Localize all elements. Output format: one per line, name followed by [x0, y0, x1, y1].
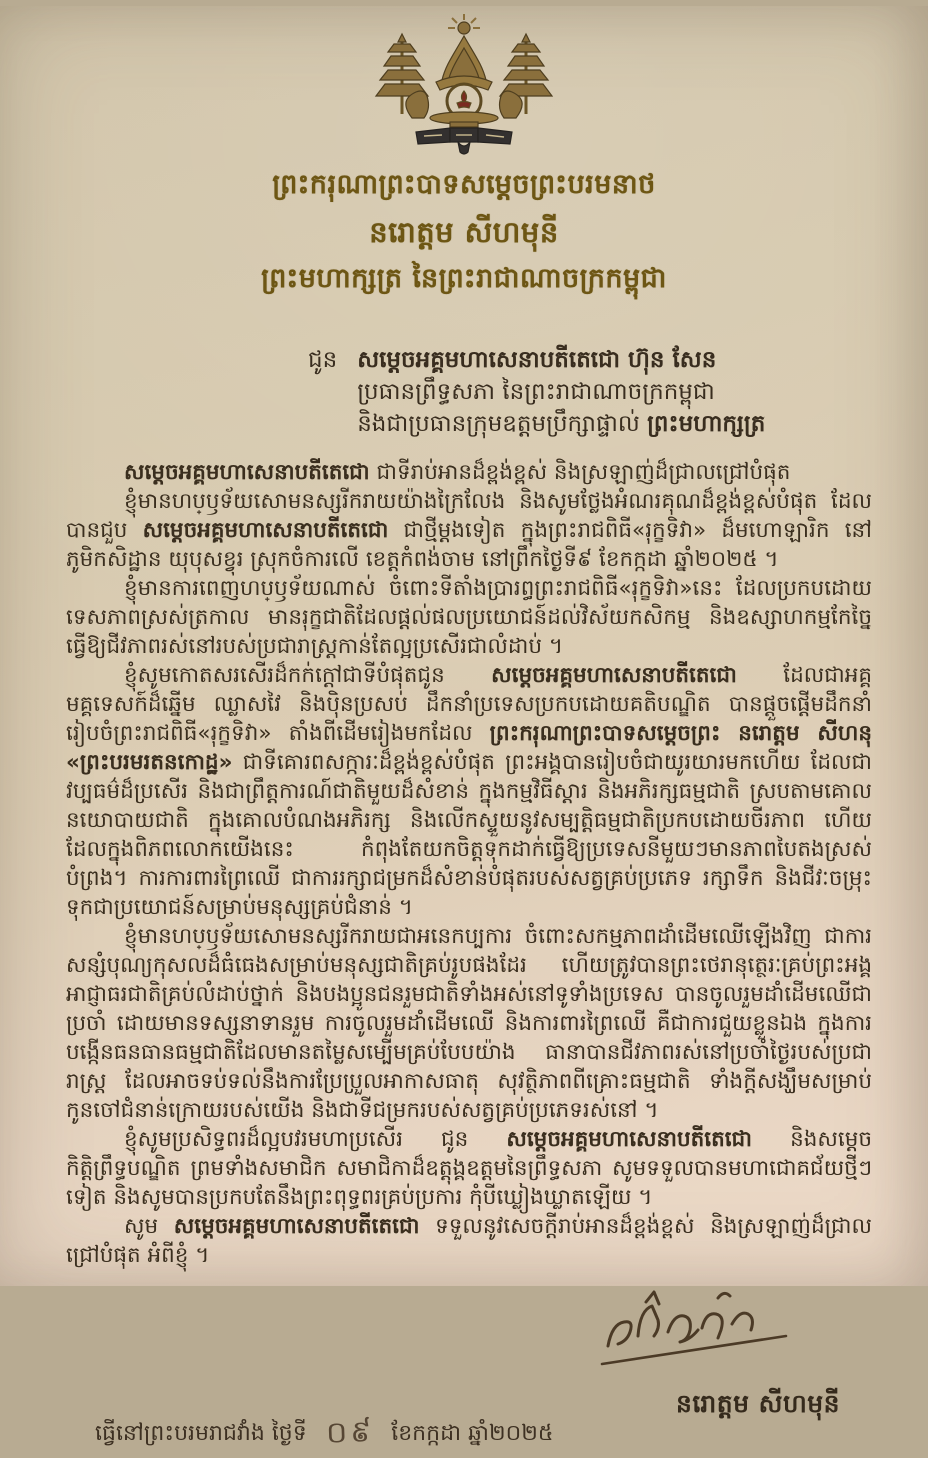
paragraph-3: ខ្ញុំមានការពេញហប្ឫទ័យណាស់ ចំពោះទីតាំងប្រារព្ធព្រះរាជពិធី«រុក្ខទិវា»នេះ ដែលប្រកបដោយទេសភាពស្រស់ត្រកាល មានរុក្ខជាតិដែលផ្តល់ផលប្រយោជន៍ដល់វិស័យកសិកម្ម និងឧស្សាហកម្មកែច្នៃ ធ្វើឱ្យជីវភាពរស់នៅរបស់ប្រជារាស្ត្រកាន់តែល្អប្រសើរជាលំដាប់ ។ — [66, 576, 872, 659]
dateline-day-handwritten: ០៩ — [325, 1414, 375, 1451]
recipient-line-2: ប្រធានព្រឹទ្ធសភា នៃព្រះរាជាណាចក្រកម្ពុជា — [357, 379, 715, 405]
header-line-1: ព្រះករុណាព្រះបាទសម្តេចព្រះបរមនាថ — [272, 169, 656, 200]
ribbon-banner-icon — [416, 128, 512, 154]
recipient-line-1: សម្តេចអគ្គមហាសេនាបតីតេជោ ហ៊ុន សែន — [357, 347, 717, 373]
pedestal-icon — [430, 112, 498, 127]
letter-body — [66, 458, 872, 1270]
paragraph-2: ខ្ញុំមានហប្ឫទ័យសោមនស្សរីករាយយ៉ាងក្រៃលែង និងសូមថ្លែងអំណរគុណដ៏ខ្ពង់ខ្ពស់បំផុត ដែលបានជួប សម្តេចអគ្គមហាសេនាបតីតេជោ ជាថ្មីម្តងទៀត ក្នុងព្រះរាជពិធី«រុក្ខទិវា» ដ៏មហោឡារិក នៅភូមិកសិដ្ឋាន យុបុសខ្វុរ ស្រុកចំការលើ ខេត្តកំពង់ចាម នៅព្រឹកថ្ងៃទី៩ ខែកក្កដា ឆ្នាំ២០២៥ ។ — [66, 489, 873, 572]
cambodia-royal-arms-emblem — [358, 6, 570, 156]
paragraph-1: សម្តេចអគ្គមហាសេនាបតីតេជោ ជាទីរាប់អានដ៏ខ្ពង់ខ្ពស់ និងស្រឡាញ់ដ៏ជ្រាលជ្រៅបំផុត — [124, 460, 791, 485]
dateline — [95, 1411, 553, 1455]
sun-rays-icon — [448, 14, 480, 34]
paragraph-5: ខ្ញុំមានហប្ឫទ័យសោមនស្សរីករាយជាអនេកប្បការ ចំពោះសកម្មភាពដាំដើមឈើឡើងវិញ ជាការសន្សំបុណ្យកុសលដ៏ធំធេងសម្រាប់មនុស្សជាតិគ្រប់រូបផងដែរ ហើយត្រូវបានព្រះថេរានុត្ថេរៈគ្រប់ព្រះអង្គ អាជ្ញាធរជាតិគ្រប់លំដាប់ថ្នាក់ និងបងប្អូនជនរួមជាតិទាំងអស់នៅទូទាំងប្រទេស បានចូលរួមដាំដើមឈើជាប្រចាំ ដោយមានទស្សនាទានរួម ការចូលរួមដាំដើមឈើ និងការពារព្រៃឈើ គឺជាការជួយខ្លួនឯង ក្នុងការបង្កើនធនធានធម្មជាតិដែលមានតម្លៃសម្បើមគ្រប់បែបយ៉ាង ធានាបានជីវភាពរស់នៅប្រចាំថ្ងៃរបស់ប្រជារាស្ត្រ ដែលអាចទប់ទល់នឹងការប្រែប្រួលអាកាសធាតុ សុវត្ថិភាពពីគ្រោះធម្មជាតិ ទាំងក្តីសង្ឃឹមសម្រាប់កូនចៅជំនាន់ក្រោយរបស់យើង និងជាទីជម្រករបស់សត្វគ្រប់ប្រភេទរស់នៅ ។ — [66, 924, 872, 1123]
recipient-to-label: ជូន — [308, 347, 338, 373]
paragraph-7: សូម សម្តេចអគ្គមហាសេនាបតីតេជោ ទទួលនូវសេចក្តីរាប់អានដ៏ខ្ពង់ខ្ពស់ និងស្រឡាញ់ដ៏ជ្រាលជ្រៅបំផុត អំពីខ្ញុំ ។ — [66, 1214, 872, 1268]
paragraph-4: ខ្ញុំសូមកោតសរសើរដ៏កក់ក្តៅជាទីបំផុតជូន សម្តេចអគ្គមហាសេនាបតីតេជោ ដែលជាអគ្គមគ្គទេសក៍ដ៏ឆ្នើម ឈ្លាសវៃ និងប៉ិនប្រសប់ ដឹកនាំប្រទេសប្រកបដោយគតិបណ្ឌិត បានផ្តួចផ្តើមដឹកនាំរៀបចំព្រះរាជពិធី«រុក្ខទិវា» តាំងពីដើមរៀងមកដែល ព្រះករុណាព្រះបាទសម្តេចព្រះ នរោត្តម សីហនុ «ព្រះបរមរតនកោដ្ឋ» ជាទីគោរពសក្ការៈដ៏ខ្ពង់ខ្ពស់បំផុត ព្រះអង្គបានរៀបចំជាយូរយារមកហើយ ដែលជាវប្បធម៌ដ៏ប្រសើរ និងជាព្រឹត្តការណ៍ជាតិមួយដ៏សំខាន់ ក្នុងកម្មវិធីស្តារ និងអភិរក្សធម្មជាតិ ស្របតាមគោលនយោបាយជាតិ ក្នុងគោលបំណងអភិរក្ស និងលើកស្ទួយនូវសម្បត្តិធម្មជាតិប្រកបដោយចីរភាព ហើយដែលក្នុងពិភពលោកយើងនេះ កំពុងតែយកចិត្តទុកដាក់ធ្វើឱ្យប្រទេសនីមួយៗមានភាពបៃតងស្រស់បំព្រង។ ការការពារព្រៃឈើ ជាការរក្សាជម្រកដ៏សំខាន់បំផុតរបស់សត្វគ្រប់ប្រភេទ រក្សាទឹក និងជីវៈចម្រុះ ទុកជាប្រយោជន៍សម្រាប់មនុស្សគ្រប់ជំនាន់ ។ — [66, 663, 872, 920]
paragraph-6: ខ្ញុំសូមប្រសិទ្ធពរដ៏ល្អបវរមហាប្រសើរ ជូន សម្តេចអគ្គមហាសេនាបតីតេជោ និងសម្តេចកិត្តិព្រឹទ្ធបណ្ឌិត ព្រមទាំងសមាជិក សមាជិកាដ៏ឧត្តុង្គឧត្តមនៃព្រឹទ្ធសភា សូមទទួលបានមហាជោគជ័យថ្មីៗទៀត និងសូមបានប្រកបតែនឹងព្រះពុទ្ធពរគ្រប់ប្រការ កុំបីឃ្លៀងឃ្លាតឡើយ ។ — [66, 1127, 872, 1210]
recipient-line-3: និងជាប្រធានក្រុមឧត្តមប្រឹក្សាផ្ទាល់ ព្រះមហាក្សត្រ — [357, 411, 766, 437]
signer-name: នរោត្តម សីហមុនី — [676, 1389, 840, 1418]
royal-signature — [590, 1284, 820, 1379]
royal-crown-icon — [436, 36, 492, 90]
dateline-prefix: ធ្វើនៅព្រះបរមរាជវាំង ថ្ងៃទី — [95, 1421, 307, 1446]
letter-page — [0, 6, 928, 1451]
closing-row — [0, 1385, 928, 1455]
header-line-2: នរោត្តម សីហមុនី — [369, 215, 559, 249]
dateline-suffix: ខែកក្កដា ឆ្នាំ២០២៥ — [391, 1421, 554, 1446]
royal-header — [0, 162, 928, 302]
header-line-3: ព្រះមហាក្សត្រ នៃព្រះរាជាណាចក្រកម្ពុជា — [261, 263, 667, 294]
recipient-block — [308, 344, 888, 440]
recipient-lines — [357, 344, 765, 440]
